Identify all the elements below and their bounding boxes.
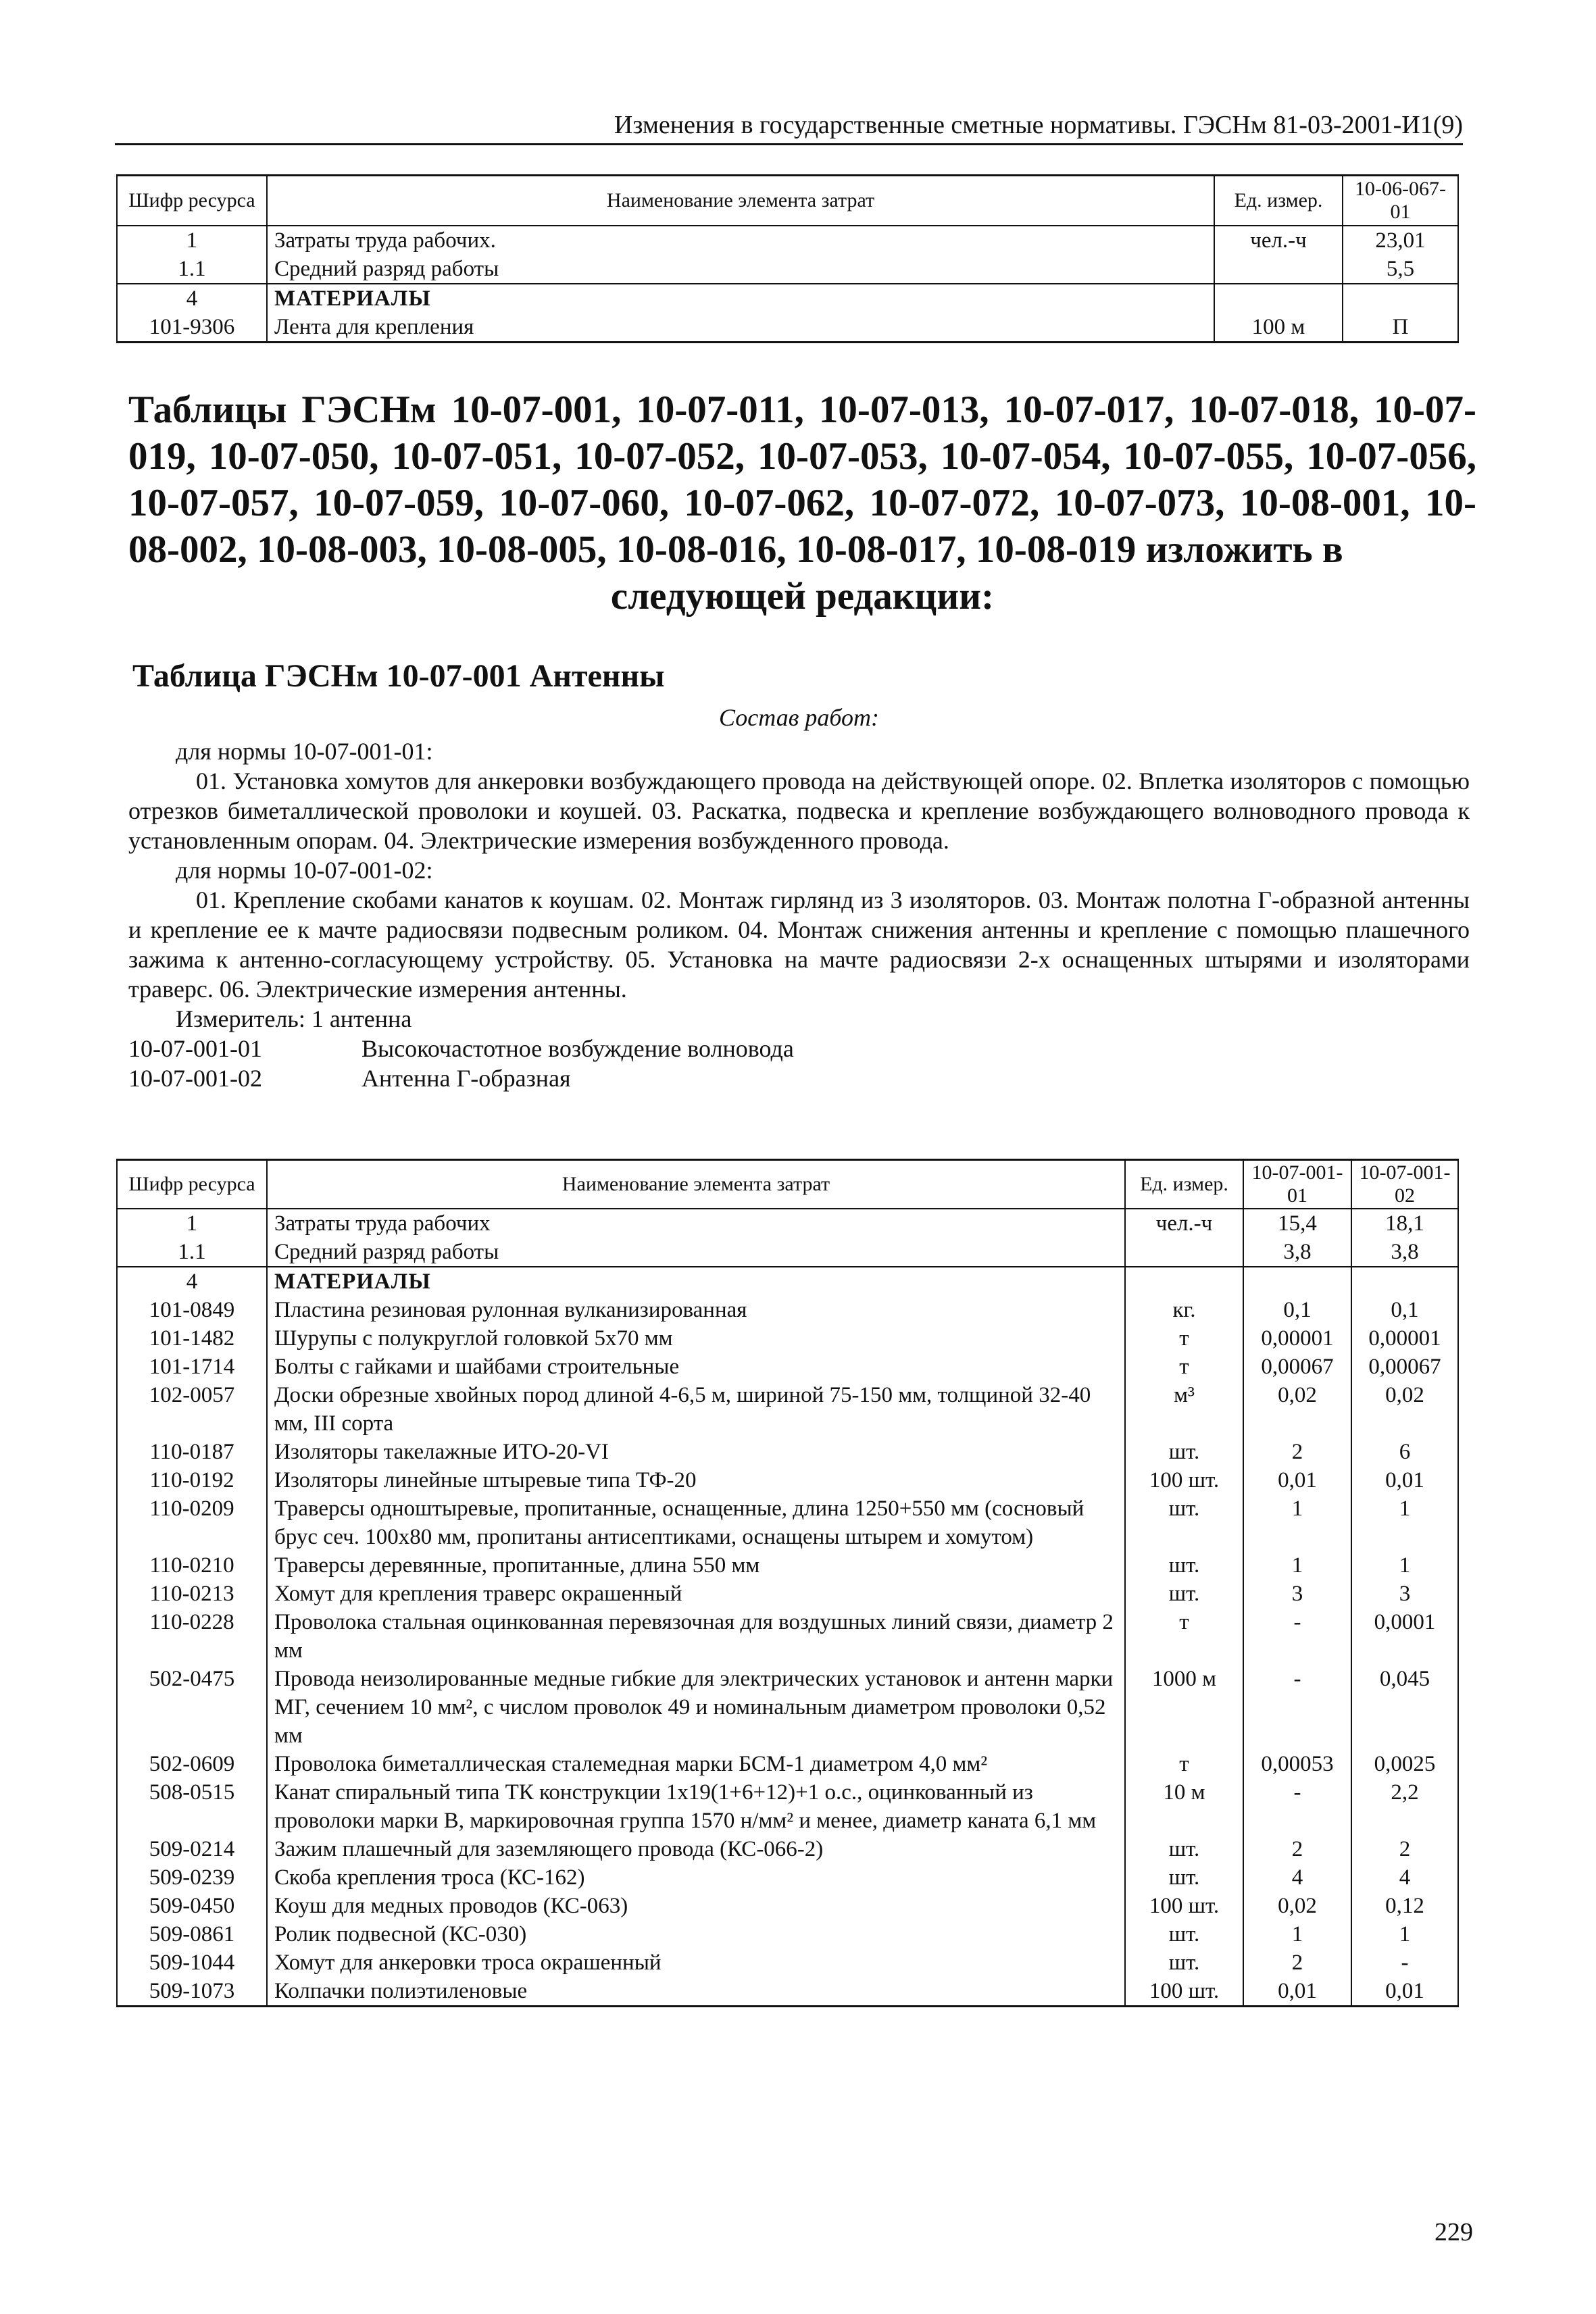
cell-code: 509-1073 bbox=[117, 1977, 267, 2007]
cell-value-2 bbox=[1351, 1267, 1458, 1296]
cell-code: 502-0475 bbox=[117, 1665, 267, 1750]
table-row bbox=[117, 284, 1458, 313]
norm-1-label: для нормы 10-07-001-01: bbox=[176, 738, 433, 765]
table-row bbox=[117, 1920, 1458, 1948]
cell-value-2: 3,8 bbox=[1351, 1238, 1458, 1267]
table-row bbox=[117, 255, 1458, 284]
cell-unit: шт. bbox=[1125, 1551, 1243, 1580]
table-title: Таблица ГЭСНм 10-07-001 Антенны bbox=[132, 658, 665, 694]
cell-name: Хомут для анкеровки троса окрашенный bbox=[267, 1948, 1125, 1977]
cell-unit: т bbox=[1125, 1750, 1243, 1778]
cell-name: Изоляторы такелажные ИТО-20-VI bbox=[267, 1438, 1125, 1466]
running-header: Изменения в государственные сметные нормативы. ГЭСНм 81-03-2001-И1(9) bbox=[115, 107, 1463, 145]
measurement-unit: Измеритель: 1 антенна bbox=[176, 1005, 412, 1032]
norm-1-operations: 01. Установка хомутов для анкеровки возбуждающего провода на действующей опоре. 02. Вплетка изоляторов с помощью отрезков биметаллической проволоки и коушей. 03. Раскатка, подвеска и крепление возбуждающего волноводного провода к установленным опорам. 04. Электрические измерения возбужденного провода. bbox=[128, 768, 1470, 854]
cell-name: Канат спиральный типа ТК конструкции 1х19(1+6+12)+1 о.с., оцинкованный из проволоки марки В, маркировочная группа 1570 н/мм² и менее, диаметр каната 6,1 мм bbox=[267, 1778, 1125, 1835]
cell-code: 110-0187 bbox=[117, 1438, 267, 1466]
main-heading-text: Таблицы ГЭСНм 10-07-001, 10-07-011, 10-07-013, 10-07-017, 10-07-018, 10-07-019, 10-07-050, 10-07-051, 10-07-052, 10-07-053, 10-07-054, 10-07-055, 10-07-056, 10-07-057, 10-07-059, 10-07-060, 10-07-062, 10-07-072, 10-07-073, 10-08-001, 10-08-002, 10-08-003, 10-08-005, 10-08-016, 10-08-017, 10-08-019 изложить в bbox=[128, 388, 1476, 571]
column-header-name: Наименование элемента затрат bbox=[267, 1160, 1125, 1209]
cell-code: 110-0210 bbox=[117, 1551, 267, 1580]
page-number: 229 bbox=[1435, 2218, 1473, 2246]
resource-table-previous bbox=[116, 174, 1459, 343]
cell-name: Траверсы деревянные, пропитанные, длина 550 мм bbox=[267, 1551, 1125, 1580]
cell-value-2: 0,0001 bbox=[1351, 1608, 1458, 1665]
cell-name: Изоляторы линейные штыревые типа ТФ-20 bbox=[267, 1466, 1125, 1494]
cell-unit bbox=[1125, 1238, 1243, 1267]
cell-value-1: - bbox=[1243, 1778, 1351, 1835]
cell-name: Проволока стальная оцинкованная перевязочная для воздушных линий связи, диаметр 2 мм bbox=[267, 1608, 1125, 1665]
norm-variant bbox=[128, 1063, 1470, 1093]
cell-code: 509-0861 bbox=[117, 1920, 267, 1948]
cell-value-2: 2,2 bbox=[1351, 1778, 1458, 1835]
cell-unit bbox=[1214, 284, 1343, 313]
cell-code: 101-9306 bbox=[117, 313, 267, 343]
cell-unit: 100 шт. bbox=[1125, 1977, 1243, 2007]
cell-value-2: 0,00067 bbox=[1351, 1353, 1458, 1381]
cell-value-2: - bbox=[1351, 1948, 1458, 1977]
cell-name: Затраты труда рабочих bbox=[267, 1209, 1125, 1238]
table-body bbox=[117, 1209, 1458, 2007]
cell-value-2: 0,01 bbox=[1351, 1977, 1458, 2007]
table-row bbox=[117, 226, 1458, 255]
work-composition bbox=[128, 703, 1470, 1093]
cell-unit: чел.-ч bbox=[1214, 226, 1343, 255]
cell-name: Хомут для крепления траверс окрашенный bbox=[267, 1580, 1125, 1608]
norm-2-operations: 01. Крепление скобами канатов к коушам. 02. Монтаж гирлянд из 3 изоляторов. 03. Монтаж полотна Г-образной антенны и крепление ее к мачте радиосвязи подвесным роликом. 04. Монтаж снижения антенны и крепление с помощью плашечного зажима к антенно-согласующему устройству. 05. Установка на мачте радиосвязи 2-х оснащенных штырями и изоляторами траверс. 06. Электрические измерения антенны. bbox=[128, 886, 1470, 1003]
cell-name: Траверсы одноштыревые, пропитанные, оснащенные, длина 1250+550 мм (сосновый брус сеч. 100х80 мм, пропитаны антисептиками, оснащены штырем и хомутом) bbox=[267, 1494, 1125, 1551]
cell-value-1: 3,8 bbox=[1243, 1238, 1351, 1267]
norm-variant-code: 10-07-001-01 bbox=[128, 1035, 262, 1062]
column-header-name: Наименование элемента затрат bbox=[267, 176, 1214, 226]
cell-name: Зажим плашечный для заземляющего провода (КС-066-2) bbox=[267, 1835, 1125, 1863]
cell-unit bbox=[1125, 1267, 1243, 1296]
column-header-code: Шифр ресурса bbox=[117, 1160, 267, 1209]
cell-code: 4 bbox=[117, 284, 267, 313]
cell-value-2: 0,1 bbox=[1351, 1296, 1458, 1324]
cell-value-1: 2 bbox=[1243, 1438, 1351, 1466]
cell-value-2: 0,0025 bbox=[1351, 1750, 1458, 1778]
table-body bbox=[117, 226, 1458, 343]
cell-value-1: 0,01 bbox=[1243, 1466, 1351, 1494]
cell-value-1: 0,02 bbox=[1243, 1381, 1351, 1438]
table-row bbox=[117, 1209, 1458, 1238]
cell-value-2: 1 bbox=[1351, 1551, 1458, 1580]
cell-code: 101-1714 bbox=[117, 1353, 267, 1381]
table-row bbox=[117, 1438, 1458, 1466]
main-heading-tail: следующей редакции: bbox=[610, 575, 995, 618]
cell-value-1: 1 bbox=[1243, 1494, 1351, 1551]
cell-code: 4 bbox=[117, 1267, 267, 1296]
cell-name: МАТЕРИАЛЫ bbox=[267, 1267, 1125, 1296]
cell-unit: шт. bbox=[1125, 1494, 1243, 1551]
cell-code: 1 bbox=[117, 226, 267, 255]
cell-value-1: 15,4 bbox=[1243, 1209, 1351, 1238]
cell-name: Колпачки полиэтиленовые bbox=[267, 1977, 1125, 2007]
cell-value-1: 0,01 bbox=[1243, 1977, 1351, 2007]
table-row bbox=[117, 1494, 1458, 1551]
cell-code: 1 bbox=[117, 1209, 267, 1238]
table-row bbox=[117, 1238, 1458, 1267]
cell-code: 509-1044 bbox=[117, 1948, 267, 1977]
table-row bbox=[117, 1863, 1458, 1892]
cell-code: 508-0515 bbox=[117, 1778, 267, 1835]
cell-value-1: 0,00001 bbox=[1243, 1324, 1351, 1353]
cell-name: Доски обрезные хвойных пород длиной 4-6,5 м, шириной 75-150 мм, толщиной 32-40 мм, III сорта bbox=[267, 1381, 1125, 1438]
cell-value-2: 6 bbox=[1351, 1438, 1458, 1466]
cell-name: Пластина резиновая рулонная вулканизированная bbox=[267, 1296, 1125, 1324]
cell-name: Болты с гайками и шайбами строительные bbox=[267, 1353, 1125, 1381]
table-header bbox=[117, 1160, 1458, 1209]
cell-value-1: - bbox=[1243, 1608, 1351, 1665]
cell-code: 110-0192 bbox=[117, 1466, 267, 1494]
cell-name: Проволока биметаллическая сталемедная марки БСМ-1 диаметром 4,0 мм² bbox=[267, 1750, 1125, 1778]
column-header-unit: Ед. измер. bbox=[1214, 176, 1343, 226]
cell-value-1: 4 bbox=[1243, 1863, 1351, 1892]
table-row bbox=[117, 1324, 1458, 1353]
norm-variant-name: Высокочастотное возбуждение волновода bbox=[361, 1035, 794, 1062]
cell-code: 110-0213 bbox=[117, 1580, 267, 1608]
cell-value-2: 0,00001 bbox=[1351, 1324, 1458, 1353]
cell-code: 101-1482 bbox=[117, 1324, 267, 1353]
column-header-code: Шифр ресурса bbox=[117, 176, 267, 226]
cell-value-2: 0,02 bbox=[1351, 1381, 1458, 1438]
cell-unit: 100 м bbox=[1214, 313, 1343, 343]
table-row bbox=[117, 1466, 1458, 1494]
table-row bbox=[117, 1750, 1458, 1778]
table-row bbox=[117, 1778, 1458, 1835]
table-header bbox=[117, 176, 1458, 226]
cell-unit: шт. bbox=[1125, 1948, 1243, 1977]
cell-code: 102-0057 bbox=[117, 1381, 267, 1438]
cell-name: МАТЕРИАЛЫ bbox=[267, 284, 1214, 313]
cell-code: 110-0209 bbox=[117, 1494, 267, 1551]
cell-code: 1.1 bbox=[117, 1238, 267, 1267]
norm-variant bbox=[128, 1034, 1470, 1063]
table-row bbox=[117, 1892, 1458, 1920]
cell-code: 1.1 bbox=[117, 255, 267, 284]
cell-value-2: 1 bbox=[1351, 1494, 1458, 1551]
cell-value-1: 2 bbox=[1243, 1835, 1351, 1863]
cell-name: Ролик подвесной (КС-030) bbox=[267, 1920, 1125, 1948]
work-composition-title: Состав работ: bbox=[719, 704, 879, 731]
table-row bbox=[117, 1580, 1458, 1608]
table-row bbox=[117, 1353, 1458, 1381]
table-row bbox=[117, 1977, 1458, 2007]
table-row bbox=[117, 313, 1458, 343]
cell-unit: чел.-ч bbox=[1125, 1209, 1243, 1238]
cell-value-1: 0,00053 bbox=[1243, 1750, 1351, 1778]
cell-name: Коуш для медных проводов (КС-063) bbox=[267, 1892, 1125, 1920]
cell-value-2: 0,12 bbox=[1351, 1892, 1458, 1920]
cell-code: 502-0609 bbox=[117, 1750, 267, 1778]
cell-value-1: 0,02 bbox=[1243, 1892, 1351, 1920]
cell-name: Средний разряд работы bbox=[267, 1238, 1125, 1267]
cell-name: Скоба крепления троса (КС-162) bbox=[267, 1863, 1125, 1892]
cell-unit: 100 шт. bbox=[1125, 1466, 1243, 1494]
table-row bbox=[117, 1948, 1458, 1977]
cell-value-1: 0,1 bbox=[1243, 1296, 1351, 1324]
cell-unit: шт. bbox=[1125, 1580, 1243, 1608]
cell-unit: шт. bbox=[1125, 1835, 1243, 1863]
cell-unit: т bbox=[1125, 1608, 1243, 1665]
cell-unit: т bbox=[1125, 1353, 1243, 1381]
cell-name: Шурупы с полукруглой головкой 5х70 мм bbox=[267, 1324, 1125, 1353]
cell-value-1: 23,01 bbox=[1343, 226, 1458, 255]
cell-unit: 100 шт. bbox=[1125, 1892, 1243, 1920]
column-header-norm-02: 10-07-001-02 bbox=[1351, 1160, 1458, 1209]
norm-variant-code: 10-07-001-02 bbox=[128, 1065, 262, 1092]
cell-unit: шт. bbox=[1125, 1863, 1243, 1892]
cell-unit bbox=[1214, 255, 1343, 284]
cell-value-2: 0,01 bbox=[1351, 1466, 1458, 1494]
table-row bbox=[117, 1551, 1458, 1580]
cell-value-2: 1 bbox=[1351, 1920, 1458, 1948]
cell-code: 509-0239 bbox=[117, 1863, 267, 1892]
norm-2-label: для нормы 10-07-001-02: bbox=[176, 857, 433, 884]
cell-unit: кг. bbox=[1125, 1296, 1243, 1324]
cell-value-1: 0,00067 bbox=[1243, 1353, 1351, 1381]
cell-value-2: 0,045 bbox=[1351, 1665, 1458, 1750]
cell-unit: 1000 м bbox=[1125, 1665, 1243, 1750]
cell-unit: шт. bbox=[1125, 1438, 1243, 1466]
cell-code: 509-0450 bbox=[117, 1892, 267, 1920]
cell-name: Провода неизолированные медные гибкие для электрических установок и антенн марки МГ, сечением 10 мм², с числом проволок 49 и номинальным диаметром проволоки 0,52 мм bbox=[267, 1665, 1125, 1750]
cell-value-2: 2 bbox=[1351, 1835, 1458, 1863]
cell-code: 110-0228 bbox=[117, 1608, 267, 1665]
cell-value-1 bbox=[1343, 284, 1458, 313]
cell-value-1: 1 bbox=[1243, 1920, 1351, 1948]
column-header-norm-01: 10-07-001-01 bbox=[1243, 1160, 1351, 1209]
cell-unit: м³ bbox=[1125, 1381, 1243, 1438]
cell-value-1: 2 bbox=[1243, 1948, 1351, 1977]
table-row bbox=[117, 1296, 1458, 1324]
cell-unit: 10 м bbox=[1125, 1778, 1243, 1835]
cell-value-1: 5,5 bbox=[1343, 255, 1458, 284]
resource-table bbox=[116, 1159, 1459, 2007]
cell-name: Средний разряд работы bbox=[267, 255, 1214, 284]
cell-value-2: 4 bbox=[1351, 1863, 1458, 1892]
cell-value-1 bbox=[1243, 1267, 1351, 1296]
column-header-norm: 10-06-067-01 bbox=[1343, 176, 1458, 226]
cell-value-1: - bbox=[1243, 1665, 1351, 1750]
cell-value-1: П bbox=[1343, 313, 1458, 343]
column-header-unit: Ед. измер. bbox=[1125, 1160, 1243, 1209]
cell-value-2: 18,1 bbox=[1351, 1209, 1458, 1238]
table-row bbox=[117, 1665, 1458, 1750]
cell-value-2: 3 bbox=[1351, 1580, 1458, 1608]
table-row bbox=[117, 1267, 1458, 1296]
table-row bbox=[117, 1835, 1458, 1863]
cell-code: 509-0214 bbox=[117, 1835, 267, 1863]
table-row bbox=[117, 1381, 1458, 1438]
cell-value-1: 3 bbox=[1243, 1580, 1351, 1608]
table-row bbox=[117, 1608, 1458, 1665]
norm-variant-name: Антенна Г-образная bbox=[361, 1065, 571, 1092]
cell-value-1: 1 bbox=[1243, 1551, 1351, 1580]
cell-unit: шт. bbox=[1125, 1920, 1243, 1948]
cell-name: Затраты труда рабочих. bbox=[267, 226, 1214, 255]
cell-name: Лента для крепления bbox=[267, 313, 1214, 343]
cell-unit: т bbox=[1125, 1324, 1243, 1353]
main-heading bbox=[128, 386, 1476, 620]
cell-code: 101-0849 bbox=[117, 1296, 267, 1324]
